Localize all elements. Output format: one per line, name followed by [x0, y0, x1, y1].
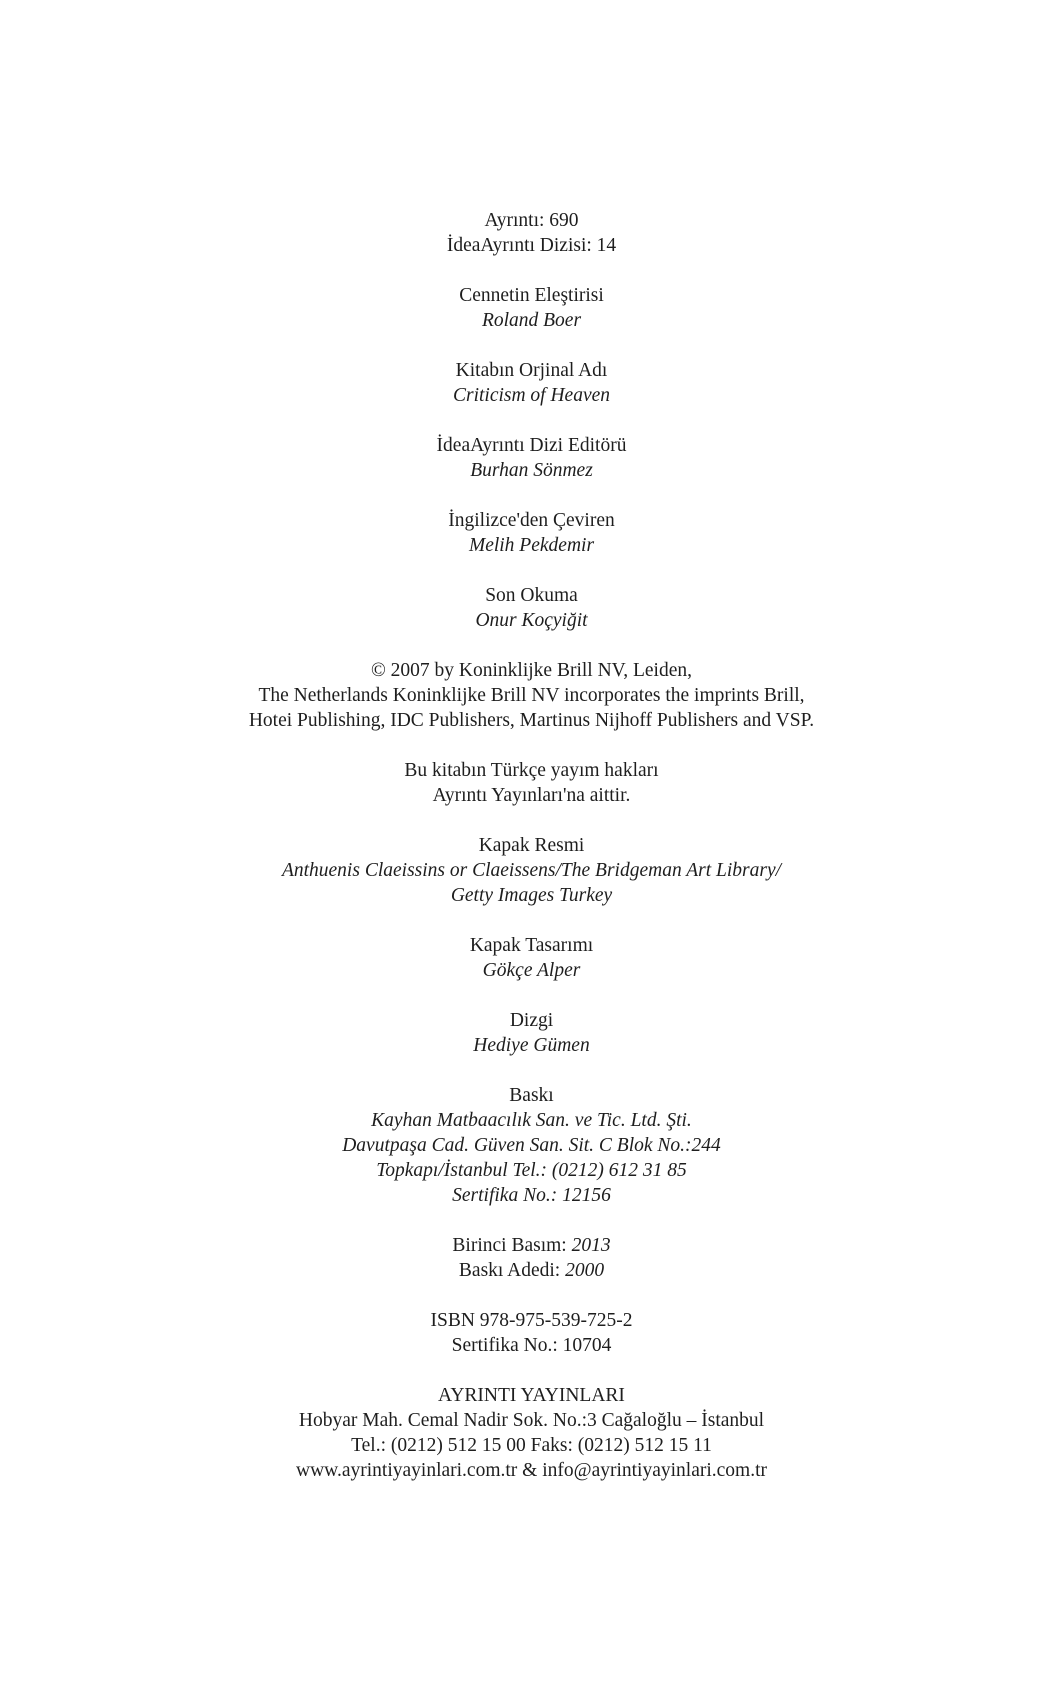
proofreading-label: Son Okuma — [485, 585, 578, 606]
editor-name: Burhan Sönmez — [470, 460, 593, 481]
publisher-web: www.ayrintiyayinlari.com.tr & info@ayrintiyayinlari.com.tr — [295, 1460, 768, 1481]
cover-design-name: Gökçe Alper — [482, 960, 581, 981]
edition-block — [0, 1233, 1063, 1283]
book-author: Roland Boer — [481, 310, 582, 331]
proofreading-name: Onur Koçyiğit — [475, 610, 588, 631]
first-edition-label: Birinci Basım: — [452, 1235, 572, 1256]
cover-image-block — [0, 833, 1063, 908]
isbn-block — [0, 1308, 1063, 1358]
first-edition-line — [0, 1233, 1063, 1258]
isbn: ISBN 978-975-539-725-2 — [430, 1310, 633, 1331]
typesetting-name: Hediye Gümen — [473, 1035, 590, 1056]
editor-label: İdeaAyrıntı Dizi Editörü — [436, 435, 627, 456]
sub-series-number: 14 — [596, 235, 617, 256]
translator-label: İngilizce'den Çeviren — [448, 510, 615, 531]
printing-block — [0, 1083, 1063, 1208]
print-count-label: Baskı Adedi: — [458, 1260, 566, 1281]
printing-line: Davutpaşa Cad. Güven San. Sit. C Blok No.:244 — [342, 1135, 721, 1156]
printing-label: Baskı — [509, 1085, 554, 1106]
series-number: 690 — [549, 210, 579, 231]
printing-line: Sertifika No.: 12156 — [452, 1185, 611, 1206]
typesetting-block — [0, 1008, 1063, 1058]
original-title-label: Kitabın Orjinal Adı — [455, 360, 608, 381]
typesetting-label: Dizgi — [509, 1010, 554, 1031]
copyright-line: © 2007 by Koninklijke Brill NV, Leiden, — [370, 660, 693, 681]
printing-line: Kayhan Matbaacılık San. ve Tic. Ltd. Şti. — [371, 1110, 692, 1131]
rights-line: Ayrıntı Yayınları'na aittir. — [432, 785, 631, 806]
certificate-number: Sertifika No.: 10704 — [451, 1335, 612, 1356]
book-title: Cennetin Eleştirisi — [459, 285, 604, 306]
publisher-name: AYRINTI YAYINLARI — [438, 1385, 625, 1406]
printing-line: Topkapı/İstanbul Tel.: (0212) 612 31 85 — [376, 1160, 687, 1181]
rights-block — [0, 758, 1063, 808]
copyright-line: Hotei Publishing, IDC Publishers, Martinus Nijhoff Publishers and VSP. — [248, 710, 815, 731]
editor-block — [0, 433, 1063, 483]
print-count: 2000 — [565, 1260, 605, 1281]
sub-series-label: İdeaAyrıntı Dizisi: — [446, 235, 597, 256]
title-block — [0, 283, 1063, 333]
copyright-line: The Netherlands Koninklijke Brill NV incorporates the imprints Brill, — [258, 685, 805, 706]
rights-line: Bu kitabın Türkçe yayım hakları — [404, 760, 659, 781]
cover-image-label: Kapak Resmi — [478, 835, 585, 856]
series-number-line — [0, 208, 1063, 233]
cover-image-credit: Anthuenis Claeissins or Claeissens/The Bridgeman Art Library/ — [281, 860, 782, 881]
publisher-address: Hobyar Mah. Cemal Nadir Sok. No.:3 Cağaloğlu – İstanbul — [298, 1410, 765, 1431]
publisher-block — [0, 1383, 1063, 1483]
publisher-phone: Tel.: (0212) 512 15 00 Faks: (0212) 512 15 11 — [351, 1435, 712, 1456]
proofreading-block — [0, 583, 1063, 633]
first-edition-year: 2013 — [571, 1235, 611, 1256]
copyright-block — [0, 658, 1063, 733]
original-title-block — [0, 358, 1063, 408]
series-block — [0, 208, 1063, 258]
cover-image-credit: Getty Images Turkey — [450, 885, 613, 906]
original-title: Criticism of Heaven — [452, 385, 611, 406]
sub-series-line — [0, 233, 1063, 258]
colophon — [0, 208, 1063, 1508]
translator-block — [0, 508, 1063, 558]
series-number-label: Ayrıntı: — [484, 210, 550, 231]
cover-design-label: Kapak Tasarımı — [469, 935, 594, 956]
print-count-line — [0, 1258, 1063, 1283]
cover-design-block — [0, 933, 1063, 983]
translator-name: Melih Pekdemir — [468, 535, 595, 556]
